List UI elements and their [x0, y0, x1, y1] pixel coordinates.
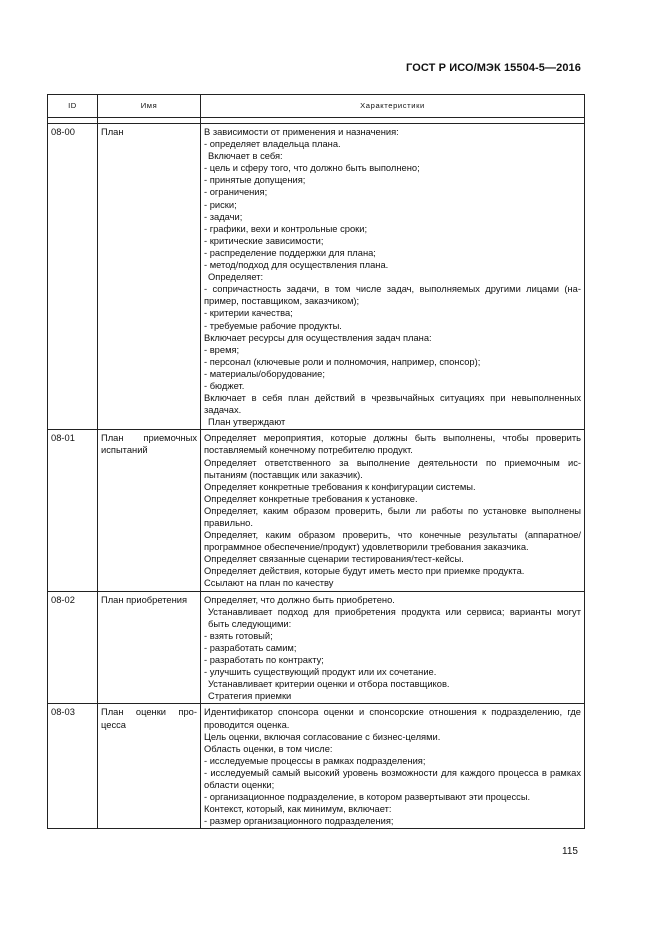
characteristic-line: - бюджет.	[204, 380, 245, 391]
characteristic-line: - организационное подразделение, в котором развертывают эти процессы.	[204, 792, 531, 803]
characteristic-line: - разработать по контракту;	[204, 655, 324, 666]
characteristic-line: - задачи;	[204, 211, 243, 222]
row-name: План	[98, 124, 201, 430]
row-id: 08-02	[48, 591, 98, 704]
characteristic-line: - цель и сферу того, что должно быть выполнено;	[204, 163, 420, 174]
characteristic-line: Ссылают на план по качеству	[204, 578, 334, 589]
characteristic-line: План утверждают	[208, 417, 286, 428]
characteristic-line: В зависимости от применения и назначения:	[204, 127, 399, 137]
row-id: 08-01	[48, 430, 98, 591]
row-characteristics	[201, 704, 585, 829]
column-header-id: ID	[48, 95, 98, 118]
characteristic-line: - риски;	[204, 199, 237, 210]
characteristic-line: Определяет связанные сценарии тестирования/тест-кейсы.	[204, 554, 464, 565]
page-number: 115	[562, 846, 578, 857]
characteristic-line: - размер организационного подразделения;	[204, 816, 394, 827]
characteristic-line: - ограничения;	[204, 187, 268, 198]
characteristic-line: - разработать самим;	[204, 642, 297, 653]
characteristic-line: Цель оценки, включая согласование с бизнес-целями.	[204, 731, 441, 742]
table-header-row	[48, 95, 585, 118]
row-id: 08-03	[48, 704, 98, 829]
characteristic-line: - критерии качества;	[204, 308, 293, 319]
row-name: План оценки процесса	[98, 704, 201, 829]
characteristic-line: - метод/подход для осуществления плана.	[204, 260, 389, 271]
characteristic-line: - требуемые рабочие продукты.	[204, 320, 342, 331]
row-name: План приобретения	[98, 591, 201, 704]
characteristic-line: - взять готовый;	[204, 630, 273, 641]
characteristic-line: Стратегия приемки	[208, 691, 292, 702]
column-header-characteristics: Характеристики	[201, 95, 585, 118]
characteristic-line: Определяет мероприятия, которые должны быть выполнены, чтобы проверить поставляемый конечному потребителю продукт.	[204, 433, 581, 456]
table-row	[48, 430, 585, 591]
characteristic-line: Определяет, каким образом проверить, были ли работы по установке выполнены правильно.	[204, 505, 581, 528]
characteristic-line: - материалы/оборудование;	[204, 368, 325, 379]
table-row	[48, 124, 585, 430]
row-name: План приемочных испытаний	[98, 430, 201, 591]
characteristic-line: - исследуемый самый высокий уровень возможности для каждого процесса в рамках области оценки;	[204, 767, 581, 790]
characteristic-line: Определяет, что должно быть приобретено.	[204, 594, 395, 605]
characteristic-line: Идентификатор спонсора оценки и спонсорские отношения к подразделению, где проводится оценка.	[204, 707, 581, 730]
characteristic-line: - графики, вехи и контрольные сроки;	[204, 223, 368, 234]
characteristic-line: Включает в себя:	[208, 151, 283, 162]
table-row	[48, 704, 585, 829]
characteristic-line: Определяет действия, которые будут иметь место при приемке продукта.	[204, 566, 525, 577]
characteristic-line: - принятые допущения;	[204, 175, 306, 186]
characteristic-line: Включает в себя план действий в чрезвычайных ситуациях при невыполненных задачах.	[204, 393, 581, 416]
characteristic-line: Определяет конкретные требования к установке.	[204, 493, 418, 504]
characteristic-line: - определяет владельца плана.	[204, 139, 341, 150]
characteristic-line: Определяет, каким образом проверить, что конечные результаты (аппаратное/программное обеспечение/продукт) удовлетворили требования заказчика.	[204, 530, 581, 553]
document-header: ГОСТ Р ИСО/МЭК 15504-5—2016	[406, 62, 581, 74]
characteristic-line: Включает ресурсы для осуществления задач плана:	[204, 332, 432, 343]
characteristic-line: - критические зависимости;	[204, 235, 324, 246]
characteristic-line: - исследуемые процессы в рамках подразделения;	[204, 755, 426, 766]
column-header-name: Имя	[98, 95, 201, 118]
row-characteristics	[201, 430, 585, 591]
characteristic-line: Устанавливает подход для приобретения продукта или сервиса; варианты могут быть следующими:	[208, 606, 581, 629]
table-body	[48, 118, 585, 829]
table-row	[48, 591, 585, 704]
characteristic-line: - сопричастность задачи, в том числе задач, выполняемых другими лицами (например, поставщиком, заказчиком);	[204, 284, 581, 307]
characteristic-line: Определяет ответственного за выполнение деятельности по приемочным испытаниям (поставщик или заказчик).	[204, 457, 581, 480]
row-id: 08-00	[48, 124, 98, 430]
characteristic-line: - персонал (ключевые роли и полномочия, например, спонсор);	[204, 356, 481, 367]
characteristic-line: Определяет:	[208, 272, 264, 283]
row-characteristics	[201, 591, 585, 704]
characteristic-line: - распределение поддержки для плана;	[204, 247, 376, 258]
characteristic-line: - улучшить существующий продукт или их сочетание.	[204, 667, 437, 678]
characteristics-table	[47, 94, 585, 829]
row-characteristics	[201, 124, 585, 430]
characteristic-line: Устанавливает критерии оценки и отбора поставщиков.	[208, 679, 450, 690]
characteristic-line: - время;	[204, 344, 240, 355]
characteristic-line: Определяет конкретные требования к конфигурации системы.	[204, 481, 476, 492]
characteristic-line: Область оценки, в том числе:	[204, 743, 333, 754]
characteristic-line: Контекст, который, как минимум, включает:	[204, 804, 392, 815]
